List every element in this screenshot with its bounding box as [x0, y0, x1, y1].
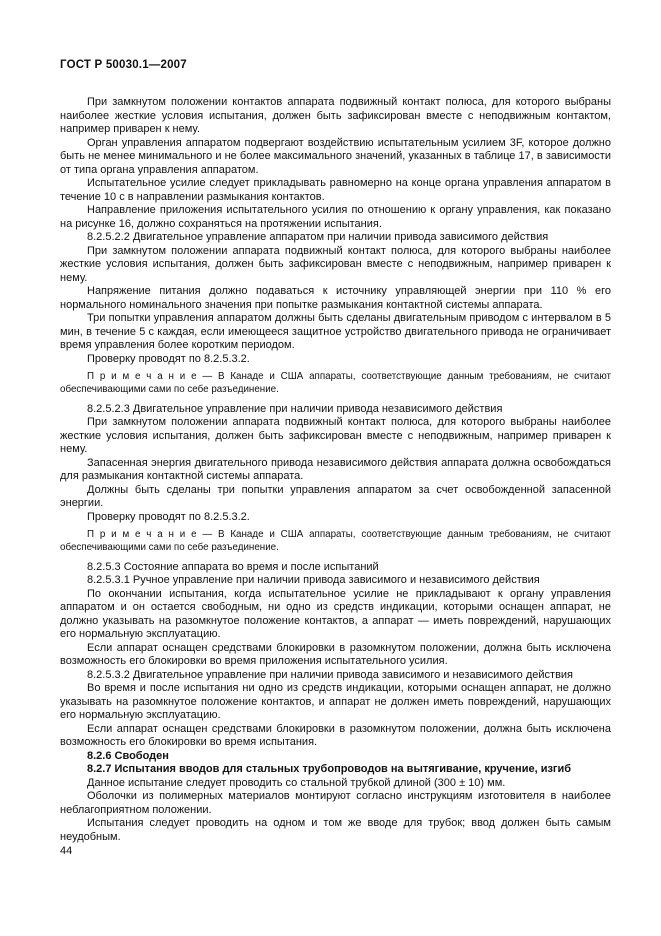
- paragraph: Во время и после испытания ни одно из средств индикации, которыми оснащен аппарат, не должно указывать на разомкнутое положение контактов, и аппарат не должен иметь повреждений, нарушающих его нормальную эксплуатацию.: [60, 682, 611, 722]
- section-heading: 8.2.5.3.1 Ручное управление при наличии привода зависимого и независимого действия: [87, 574, 540, 587]
- paragraph: Испытания следует проводить на одном и том же вводе для трубок; ввод должен быть самым неудобным.: [60, 817, 611, 843]
- section-heading: 8.2.6 Свободен: [87, 749, 169, 762]
- paragraph: Если аппарат оснащен средствами блокировки в разомкнутом положении, должна быть исключена возможность его блокировки во время приложения испытательного усилия.: [60, 641, 611, 668]
- paragraph: Запасенная энергия двигательного привода независимого действия аппарата должна освобождаться для размыкания контактной системы аппарата.: [60, 456, 611, 483]
- paragraph: При замкнутом положении контактов аппарата подвижный контакт полюса, для которого выбраны наиболее жесткие условия испытания, должен быть зафиксирован вместе с неподвижным контактом, например приварен к нему.: [60, 96, 611, 135]
- paragraph: Орган управления аппаратом подвергают воздействию испытательным усилием 3F, которое должно быть не менее минимального и не более максимального значений, указанных в таблице 17, в зависимости от типа органа управления аппаратом.: [60, 136, 611, 176]
- paragraph: Если аппарат оснащен средствами блокировки в разомкнутом положении, должна быть исключена возможность его блокировки во время испытания.: [60, 722, 611, 749]
- paragraph: Три попытки управления аппаратом должны быть сделаны двигательным приводом с интервалом в 5 мин, в течение 5 с каждая, если имеющееся защитное устройство двигательного привода не ограничивает время управления более коротким периодом.: [60, 312, 611, 351]
- paragraph: Напряжение питания должно подаваться к источнику управляющей энергии при 110 % его нормального номинального значения при попытке размыкания контактной системы аппарата.: [60, 285, 611, 311]
- note-paragraph: П р и м е ч а н и е — В Канаде и США аппараты, соответствующие данным требованиям, не считают обеспечивающими сами по себе разъединение.: [60, 529, 611, 553]
- section-heading: 8.2.7 Испытания вводов для стальных трубопроводов на вытягивание, кручение, изгиб: [87, 763, 572, 776]
- paragraph: Направление приложения испытательного усилия по отношению к органу управления, как показано на рисунке 16, должно сохраняться на протяжении испытания.: [60, 204, 611, 230]
- document-code-header: ГОСТ Р 50030.1—2007: [60, 59, 187, 71]
- section-heading: 8.2.5.2.3 Двигательное управление при наличии привода независимого действия: [87, 402, 503, 415]
- note-paragraph: П р и м е ч а н и е — В Канаде и США аппараты, соответствующие данным требованиям, не считают обеспечивающими сами по себе разъединение.: [60, 371, 611, 395]
- page-number: 44: [60, 845, 73, 857]
- paragraph: При замкнутом положении аппарата подвижный контакт полюса, для которого выбраны наиболее жесткие условия испытания, должен быть зафиксирован вместе с неподвижным, например приварен к нему.: [60, 416, 611, 456]
- paragraph: Оболочки из полимерных материалов монтируют согласно инструкциям изготовителя в наиболее неблагоприятном положении.: [60, 790, 611, 816]
- paragraph: Испытательное усилие следует прикладывать равномерно на конце органа управления аппаратом в течение 10 с в направлении размыкания контактов.: [60, 177, 611, 203]
- paragraph: Проверку проводят по 8.2.5.3.2.: [87, 510, 250, 523]
- section-heading: 8.2.5.2.2 Двигательное управление аппаратом при наличии привода зависимого действия: [87, 231, 549, 243]
- paragraph: Должны быть сделаны три попытки управления аппаратом за счет освобожденной запасенной энергии.: [60, 483, 611, 510]
- paragraph: При замкнутом положении аппарата подвижный контакт полюса, для которого выбраны наиболее жесткие условия испытания, должен быть зафиксирован вместе с неподвижным, например приварен к нему.: [60, 244, 611, 284]
- document-body: [60, 96, 611, 844]
- paragraph: Данное испытание следует проводить со стальной трубкой длиной (300 ± 10) мм.: [87, 776, 506, 789]
- paragraph: По окончании испытания, когда испытательное усилие не прикладывают к органу управления аппаратом и он остается свободным, ни одно из средств индикации, которыми оснащен аппарат, не должно указывать на разомкнутое положение контактов, а аппарат — иметь повреждений, нарушающих его нормальную эксплуатацию.: [60, 587, 611, 641]
- paragraph: Проверку проводят по 8.2.5.3.2.: [87, 352, 250, 365]
- section-heading: 8.2.5.3 Состояние аппарата во время и после испытаний: [87, 560, 379, 573]
- section-heading: 8.2.5.3.2 Двигательное управление при наличии привода зависимого и независимого действия: [87, 668, 574, 681]
